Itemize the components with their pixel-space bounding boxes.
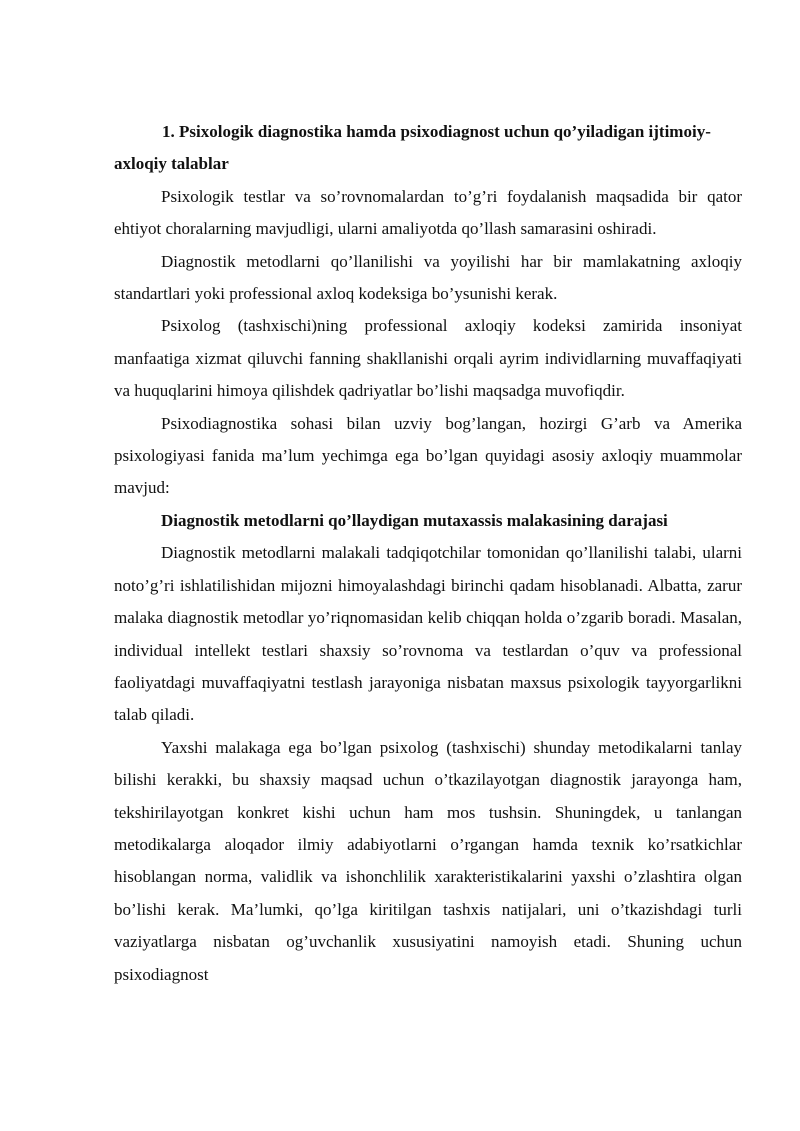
paragraph-5: Diagnostik metodlarni malakali tadqiqotchilar tomonidan qo’llanilishi talabi, ularni noto’g’ri ishlatilishidan mijozni himoyalashdagi birinchi qadam hisoblanadi. Albatta, zarur malaka diagnostik metodlar yo’riqnomasidan kelib chiqqan holda o’zgarib boradi. Masalan, individual intellekt testlari shaxsiy so’rovnoma va testlardan o’quv va professional faoliyatdagi muvaffaqiyatni testlash jarayoniga nisbatan maxsus psixologik tayyorgarlikni talab qiladi. [114, 543, 742, 725]
section-heading: 1. Psixologik diagnostika hamda psixodiagnost uchun qo’yiladigan ijtimoiy-axloqiy talablar [114, 122, 711, 174]
paragraph-1: Psixologik testlar va so’rovnomalardan to’g’ri foydalanish maqsadida bir qator ehtiyot choralarning mavjudligi, ularni amaliyotda qo’llash samarasini oshiradi. [114, 186, 742, 239]
paragraph-2: Diagnostik metodlarni qo’llanilishi va yoyilishi har bir mamlakatning axloqiy standartlari yoki professional axloq kodeksiga bo’ysunishi kerak. [114, 251, 742, 304]
subsection-heading: Diagnostik metodlarni qo’llaydigan mutaxassis malakasining darajasi [161, 510, 668, 530]
paragraph-6: Yaxshi malakaga ega bo’lgan psixolog (tashxischi) shunday metodikalarni tanlay bilishi kerakki, bu shaxsiy maqsad uchun o’tkazilayotgan diagnostik jarayonga ham, tekshirilayotgan konkret kishi uchun ham mos tushsin. Shuningdek, u tanlangan metodikalarga aloqador ilmiy adabiyotlarni o’rgangan hamda texnik ko’rsatkichlar hisoblangan norma, validlik va ishonchlilik xarakteristikalarini yaxshi o’zlashtira olgan bo’lishi kerak. Ma’lumki, qo’lga kiritilgan tashxis natijalari, uni o’tkazishdagi turli vaziyatlarga nisbatan og’uvchanlik xususiyatini namoyish etadi. Shuning uchun psixodiagnost [114, 737, 742, 984]
paragraph-3: Psixolog (tashxischi)ning professional axloqiy kodeksi zamirida insoniyat manfaatiga xizmat qiluvchi fanning shakllanishi orqali ayrim individlarning muvaffaqiyati va huquqlarini himoya qilishdek qadriyatlar bo’lishi maqsadga muvofiqdir. [114, 316, 742, 401]
document-page [114, 116, 742, 991]
paragraph-4: Psixodiagnostika sohasi bilan uzviy bog’langan, hozirgi G’arb va Amerika psixologiyasi fanida ma’lum yechimga ega bo’lgan quyidagi asosiy axloqiy muammolar mavjud: [114, 413, 742, 498]
